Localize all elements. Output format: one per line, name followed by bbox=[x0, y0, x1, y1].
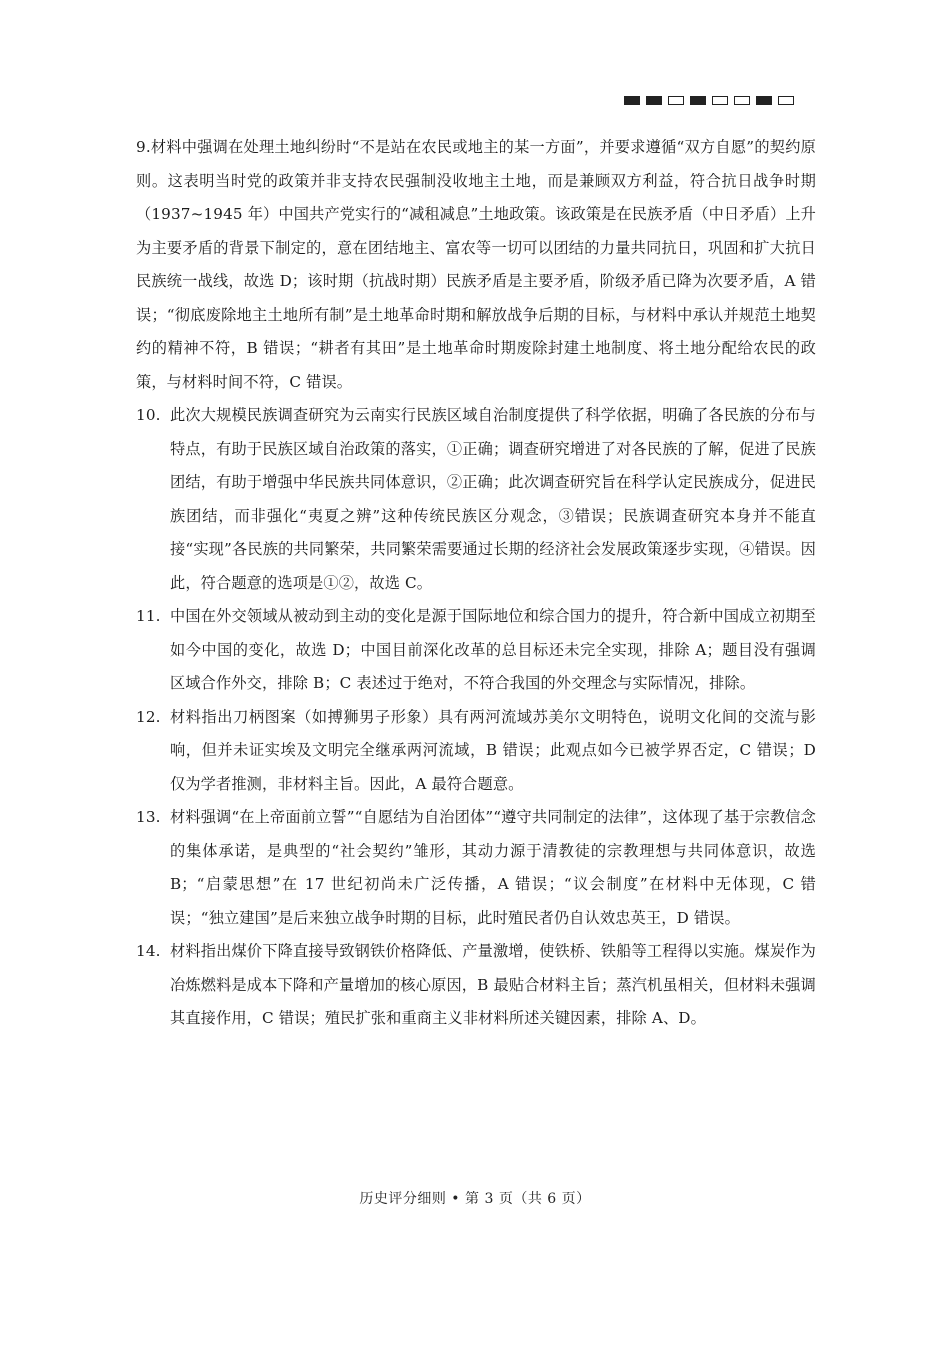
answer-number: 11. bbox=[136, 607, 161, 625]
marker-6 bbox=[734, 96, 750, 105]
answer-text: 材料中强调在处理土地纠纷时“不是站在农民或地主的某一方面”，并要求遵循“双方自愿”的契约原则。这表明当时党的政策并非支持农民强制没收地主土地，而是兼顾双方利益，符合抗日战争时期（1937~1945 年）中国共产党实行的“减租减息”土地政策。该政策是在民族矛盾（中日矛盾）上升为主要矛盾的背景下制定的，意在团结地主、富农等一切可以团结的力量共同抗日，巩固和扩大抗日民族统一战线，故选 D；该时期（抗战时期）民族矛盾是主要矛盾，阶级矛盾已降为次要矛盾，A 错误；“彻底废除地主土地所有制”是土地革命时期和解放战争后期的目标，与材料中承认并规范土地契约的精神不符，B 错误；“耕者有其田”是土地革命时期废除封建土地制度、将土地分配给农民的政策，与材料时间不符，C 错误。 bbox=[136, 138, 816, 391]
marker-7 bbox=[756, 96, 772, 105]
answer-text: 中国在外交领域从被动到主动的变化是源于国际地位和综合国力的提升，符合新中国成立初期至如今中国的变化，故选 D；中国目前深化改革的总目标还未完全实现，排除 A；题目没有强调区域合作外交，排除 B；C 表述过于绝对，不符合我国的外交理念与实际情况，排除。 bbox=[170, 607, 816, 692]
marker-1 bbox=[624, 96, 640, 105]
answer-text: 材料强调“在上帝面前立誓”“自愿结为自治团体”“遵守共同制定的法律”，这体现了基于宗教信念的集体承诺，是典型的“社会契约”雏形，其动力源于清教徒的宗教理想与共同体意识，故选 B；“启蒙思想”在 17 世纪初尚未广泛传播，A 错误；“议会制度”在材料中无体现，C 错误；“独立建国”是后来独立战争时期的目标，此时殖民者仍自认效忠英王，D 错误。 bbox=[170, 808, 816, 927]
answer-text: 材料指出刀柄图案（如搏狮男子形象）具有两河流域苏美尔文明特色，说明文化间的交流与影响，但并未证实埃及文明完全继承两河流域，B 错误；此观点如今已被学界否定，C 错误；D 仅为学者推测，非材料主旨。因此，A 最符合题意。 bbox=[170, 707, 816, 793]
marker-4 bbox=[690, 96, 706, 105]
marker-2 bbox=[646, 96, 662, 105]
answer-item-10 bbox=[136, 399, 816, 600]
answer-number: 13. bbox=[136, 808, 161, 826]
answer-content bbox=[136, 131, 816, 1036]
answer-number: 14. bbox=[136, 942, 161, 960]
answer-item-11 bbox=[136, 600, 816, 701]
answer-text: 材料指出煤价下降直接导致钢铁价格降低、产量激增，使铁桥、铁船等工程得以实施。煤炭作为冶炼燃料是成本下降和产量增加的核心原因，B 最贴合材料主旨；蒸汽机虽相关，但材料未强调其直接作用，C 错误；殖民扩张和重商主义非材料所述关键因素，排除 A、D。 bbox=[170, 942, 816, 1027]
answer-text: 此次大规模民族调查研究为云南实行民族区域自治制度提供了科学依据，明确了各民族的分布与特点，有助于民族区域自治政策的落实，①正确；调查研究增进了对各民族的了解，促进了民族团结，有助于增强中华民族共同体意识，②正确；此次调查研究旨在科学认定民族成分，促进民族团结，而非强化“夷夏之辨”这种传统民族区分观念，③错误；民族调查研究本身并不能直接“实现”各民族的共同繁荣，共同繁荣需要通过长期的经济社会发展政策逐步实现，④错误。因此，符合题意的选项是①②，故选 C。 bbox=[170, 406, 816, 592]
marker-8 bbox=[778, 96, 794, 105]
answer-number: 12. bbox=[136, 707, 161, 726]
page-marker-bar bbox=[624, 96, 794, 105]
answer-item-12 bbox=[136, 701, 816, 802]
page-footer: 历史评分细则 • 第 3 页（共 6 页） bbox=[359, 1191, 591, 1207]
answer-item-14 bbox=[136, 935, 816, 1036]
answer-item-13 bbox=[136, 801, 816, 935]
answer-item-9 bbox=[136, 131, 816, 399]
answer-number: 10. bbox=[136, 406, 161, 424]
answer-number: 9. bbox=[136, 138, 151, 156]
marker-5 bbox=[712, 96, 728, 105]
marker-3 bbox=[668, 96, 684, 105]
